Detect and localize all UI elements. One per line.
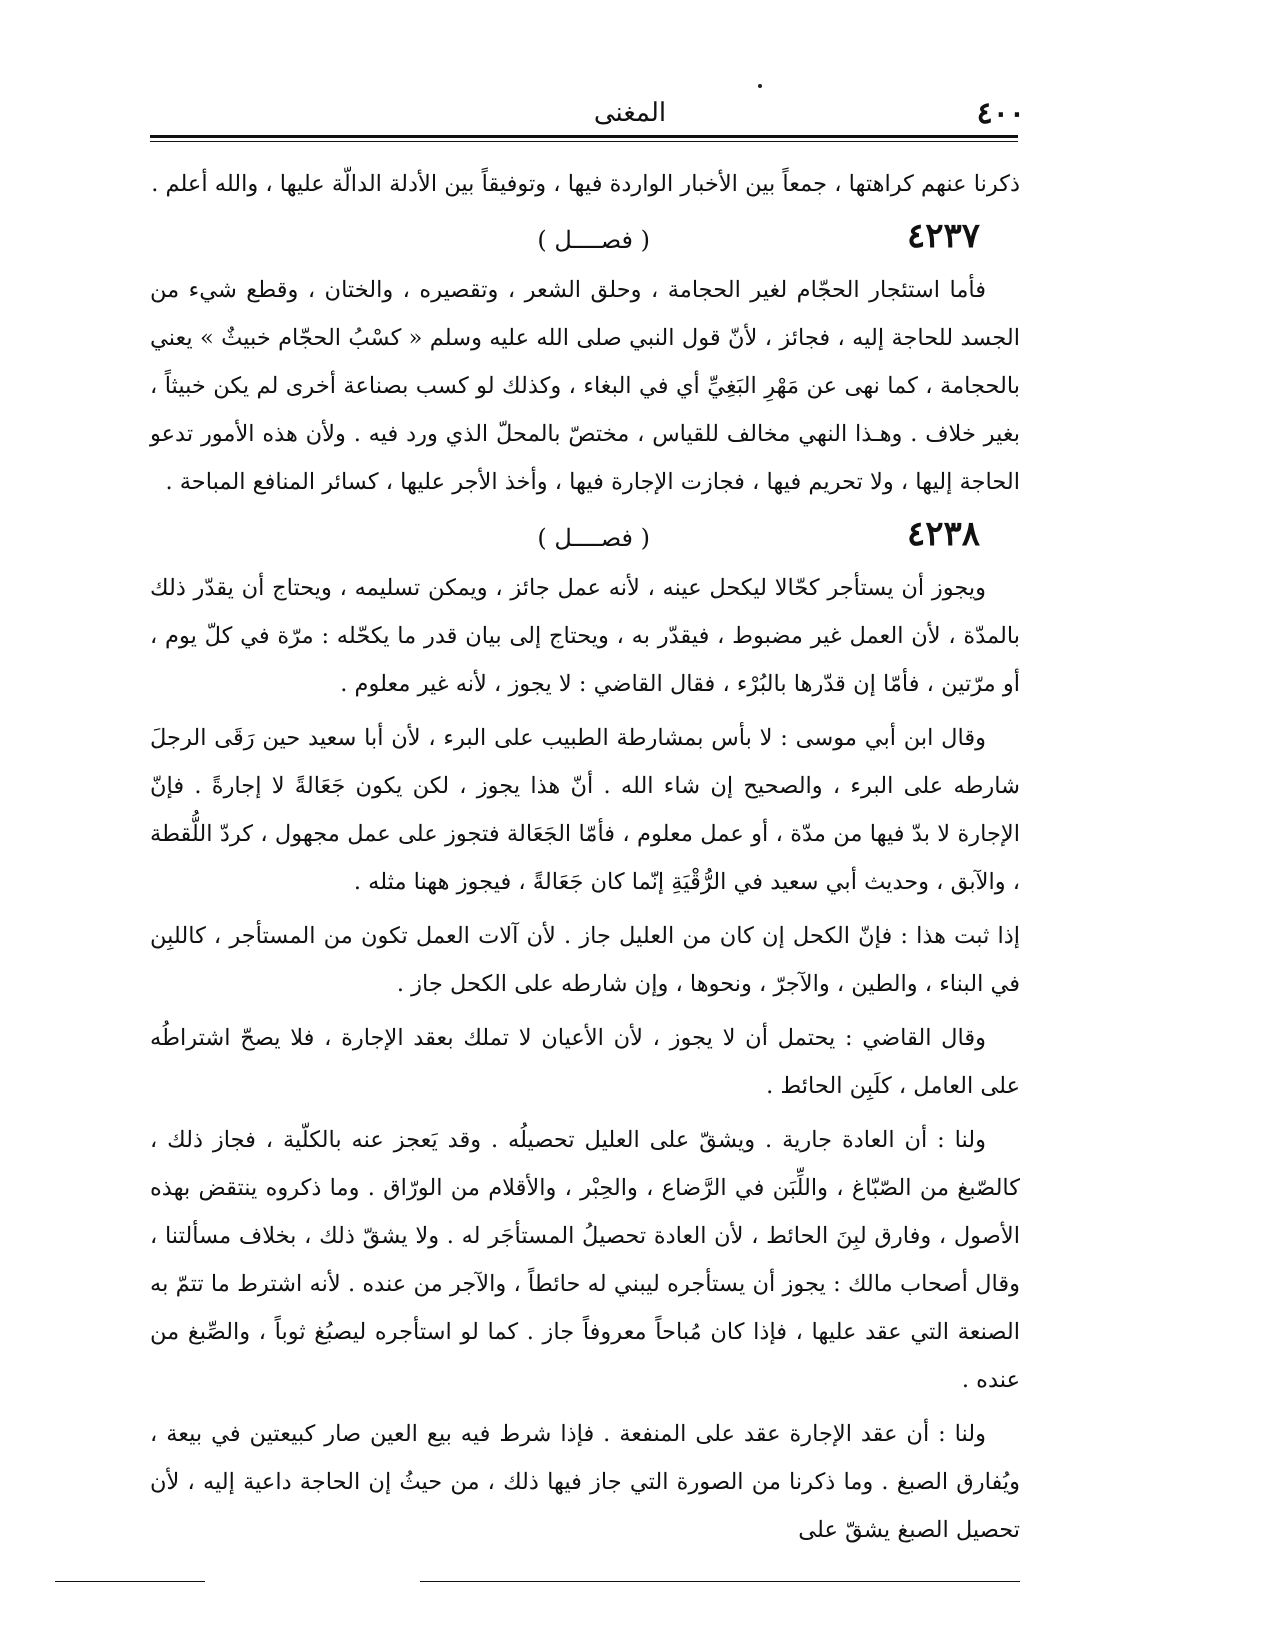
paragraph: ولنا : أن عقد الإجارة عقد على المنفعة . فإذا شرط فيه بيع العين صار كبيعتين في بيعة ، ويُفارق الصبغ . وما ذكرنا من الصورة التي جاز فيها ذلك ، من حيثُ إن الحاجة داعية إليه ، لأن تحصيل الصبغ يشقّ على (150, 1421, 1020, 1543)
paragraph: ولنا : أن العادة جارية . ويشقّ على العليل تحصيلُه . وقد يَعجز عنه بالكلّية ، فجاز ذلك ، كالصّبغ من الصّبّاغ ، واللِّبَن في الرَّضاع ، والحِبْر ، والأقلام من الورّاق . وما ذكروه ينتقض بهذه الأصول ، وفارق لبِنَ الحائط ، لأن العادة تحصيلُ المستأجَر له . ولا يشقّ ذلك ، بخلاف مسألتنا ، وقال أصحاب مالك : يجوز أن يستأجره ليبني له حائطاً ، والآجر من عنده . لأنه اشترط ما تتمّ به الصنعة التي عقد عليها ، فإذا كان مُباحاً معروفاً جاز . كما لو استأجره ليصبُغ ثوباً ، والصِّبغ من عنده . (150, 1127, 1020, 1393)
section-heading-4237 (150, 208, 1020, 266)
print-dot (758, 84, 762, 88)
section-label: ( فصــــل ) (537, 226, 650, 254)
section-number: ٤٢٣٧ (906, 216, 980, 256)
footer-rule-right (420, 1581, 1020, 1582)
paragraph: وقال ابن أبي موسى : لا بأس بمشارطة الطبيب على البرء ، لأن أبا سعيد حين رَقَى الرجلَ شارطه على البرء ، والصحيح إن شاء الله . أنّ هذا يجوز ، لكن يكون جَعَالةً لا إجارةً . فإنّ الإجارة لا بدّ فيها من مدّة ، أو عمل معلوم ، فأمّا الجَعَالة فتجوز على عمل مجهول ، كردّ اللُّقطة ، والآبق ، وحديث أبي سعيد في الرُّقْيَةِ إنّما كان جَعَالةً ، فيجوز ههنا مثله . (150, 725, 1020, 895)
page-body (150, 160, 1020, 1554)
paragraph: وقال القاضي : يحتمل أن لا يجوز ، لأن الأعيان لا تملك بعقد الإجارة ، فلا يصحّ اشتراطُه على العامل ، كلَبِن الحائط . (150, 1025, 1020, 1099)
header-rule-thin (150, 141, 1018, 142)
section-heading-4238 (150, 506, 1020, 564)
header-rule (150, 135, 1018, 138)
paragraph: ويجوز أن يستأجر كحّالا ليكحل عينه ، لأنه عمل جائز ، ويمكن تسليمه ، ويحتاج أن يقدّر ذلك بالمدّة ، لأن العمل غير مضبوط ، فيقدّر به ، ويحتاج إلى بيان قدر ما يكحّله : مرّة في كلّ يوم ، أو مرّتين ، فأمّا إن قدّرها بالبُرْء ، فقال القاضي : لا يجوز ، لأنه غير معلوم . (150, 575, 1020, 697)
paragraph: فأما استئجار الحجّام لغير الحجامة ، وحلق الشعر ، وتقصيره ، والختان ، وقطع شيء من الجسد للحاجة إليه ، فجائز ، لأنّ قول النبي صلى الله عليه وسلم « كسْبُ الحجّام خبيثٌ » يعني بالحجامة ، كما نهى عن مَهْرِ البَغِيِّ أي في البغاء ، وكذلك لو كسب بصناعة أخرى لم يكن خبيثاً ، بغير خلاف . وهـذا النهي مخالف للقياس ، مختصّ بالمحلّ الذي ورد فيه . ولأن هذه الأمور تدعو الحاجة إليها ، ولا تحريم فيها ، فجازت الإجارة فيها ، وأخذ الأجر عليها ، كسائر المنافع المباحة . (150, 277, 1020, 495)
running-title: المغنى (593, 98, 667, 128)
page-number: ٤٠٠ (976, 96, 1025, 131)
section-number: ٤٢٣٨ (906, 514, 980, 554)
paragraph: إذا ثبت هذا : فإنّ الكحل إن كان من العليل جاز . لأن آلات العمل تكون من المستأجر ، كاللبِن في البناء ، والطين ، والآجرّ ، ونحوها ، وإن شارطه على الكحل جاز . (150, 923, 1020, 997)
section-label: ( فصــــل ) (537, 524, 650, 552)
paragraph-continuation: ذكرنا عنهم كراهتها ، جمعاً بين الأخبار الواردة فيها ، وتوفيقاً بين الأدلة الدالّة عليها ، والله أعلم . (151, 171, 1020, 197)
footer-rule-left (55, 1581, 205, 1582)
